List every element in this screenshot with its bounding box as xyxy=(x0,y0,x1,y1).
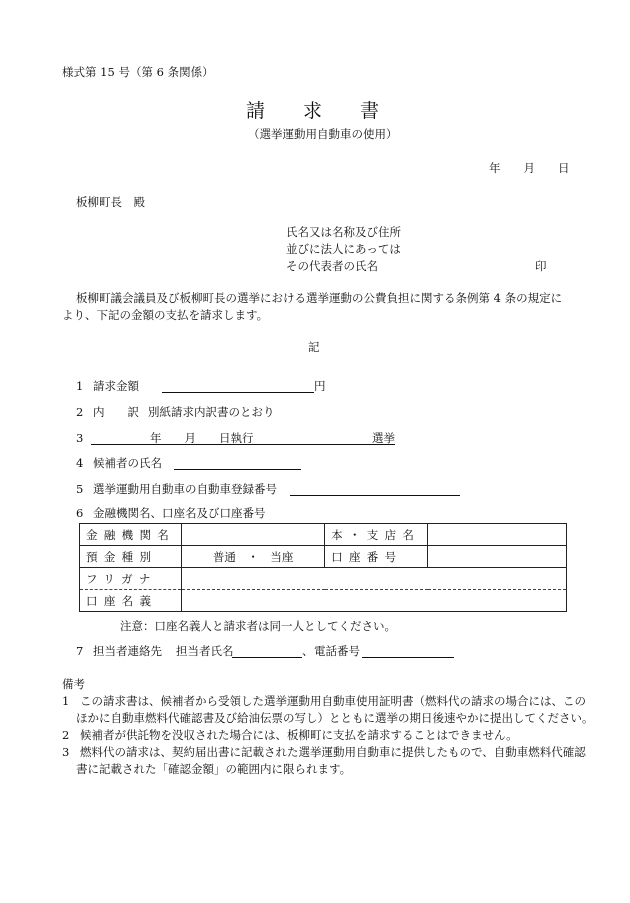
account-note: 注意：口座名義人と請求者は同一人としてください。 xyxy=(120,619,396,633)
remark-1-number: 1 xyxy=(62,694,70,708)
remark-1-line-1: この請求書は、候補者から受領した選挙運動用自動車使用証明書（燃料代の請求の場合には、この xyxy=(80,694,586,708)
page-subtitle: （選挙運動用自動車の使用） xyxy=(248,127,398,141)
page-title: 請 求 書 xyxy=(246,100,380,122)
ki-heading: 記 xyxy=(308,340,320,354)
item-5-label: 選挙運動用自動車の自動車登録番号 xyxy=(93,482,277,496)
account-number-label: 口座番号 xyxy=(325,546,428,568)
form-number: 様式第 15 号（第 6 条関係） xyxy=(62,65,214,79)
yen-unit: 円 xyxy=(314,379,326,393)
table-row xyxy=(80,568,567,590)
branch-label: 本・支店名 xyxy=(325,524,428,546)
branch-input[interactable] xyxy=(428,524,567,546)
claim-amount-field[interactable] xyxy=(162,379,314,393)
contact-name-label: 担当者氏名 xyxy=(176,644,234,658)
contact-separator: 、 xyxy=(302,644,314,658)
contact-name-field[interactable] xyxy=(232,644,302,658)
table-row xyxy=(80,546,567,568)
item-6-label: 金融機関名、口座名及び口座番号 xyxy=(93,506,266,520)
item-7-number: 7 xyxy=(76,644,84,658)
table-row xyxy=(80,524,567,546)
furigana-label: フリガナ xyxy=(80,568,182,590)
remarks-heading: 備考 xyxy=(62,677,85,691)
deposit-type-label: 預金種別 xyxy=(80,546,182,568)
item-3-date-text: 年 月 日執行 xyxy=(150,431,254,445)
item-1-label: 請求金額 xyxy=(93,379,139,393)
bank-name-input[interactable] xyxy=(182,524,325,546)
item-5-number: 5 xyxy=(76,482,84,496)
body-text-line-2: より、下記の金額の支払を請求します。 xyxy=(62,308,269,322)
item-7-label: 担当者連絡先 xyxy=(93,644,162,658)
body-text-line-1: 板柳町議会議員及び板柳町長の選挙における選挙運動の公費負担に関する条例第 4 条の規定に xyxy=(76,291,563,305)
bank-name-label: 金融機関名 xyxy=(80,524,182,546)
item-2-number: 2 xyxy=(76,405,84,419)
item-2-value: 別紙請求内訳書のとおり xyxy=(148,405,275,419)
candidate-name-field[interactable] xyxy=(174,456,301,470)
account-holder-label: 口座名義 xyxy=(80,590,182,612)
item-1-number: 1 xyxy=(76,379,84,393)
phone-label: 電話番号 xyxy=(314,644,360,658)
vehicle-registration-field[interactable] xyxy=(290,482,460,496)
furigana-input[interactable] xyxy=(182,568,567,590)
date-line: 年 月 日 xyxy=(489,161,570,175)
remark-1-line-2: ほかに自動車燃料代確認書及び給油伝票の写し）とともに選挙の期日後速やかに提出してください。 xyxy=(76,711,594,725)
bank-account-table xyxy=(79,523,567,612)
remark-3-number: 3 xyxy=(62,745,70,759)
table-row xyxy=(80,590,567,612)
applicant-line-1: 氏名又は名称及び住所 xyxy=(286,225,401,239)
phone-field[interactable] xyxy=(362,644,454,658)
remark-2-number: 2 xyxy=(62,728,70,742)
item-3-suffix: 選挙 xyxy=(372,431,395,445)
item-6-number: 6 xyxy=(76,506,84,520)
seal-mark: 印 xyxy=(535,259,547,273)
remark-3-line-1: 燃料代の請求は、契約届出書に記載された選挙運動用自動車に提供したもので、自動車燃料代確認 xyxy=(80,745,586,759)
addressee: 板柳町長 殿 xyxy=(76,195,145,209)
item-4-number: 4 xyxy=(76,456,84,470)
item-3-number: 3 xyxy=(76,431,84,445)
account-number-input[interactable] xyxy=(428,546,567,568)
remark-2-line-1: 候補者が供託物を没収された場合には、板柳町に支払を請求することはできません。 xyxy=(80,728,518,742)
item-4-label: 候補者の氏名 xyxy=(93,456,162,470)
item-2-label: 内 訳 xyxy=(93,405,139,419)
applicant-line-3: その代表者の氏名 xyxy=(286,259,378,273)
applicant-line-2: 並びに法人にあっては xyxy=(286,242,401,256)
deposit-type-options[interactable]: 普通 ・ 当座 xyxy=(182,546,325,568)
account-holder-input[interactable] xyxy=(182,590,567,612)
remark-3-line-2: 書に記載された「確認金額」の範囲内に限られます。 xyxy=(76,762,352,776)
